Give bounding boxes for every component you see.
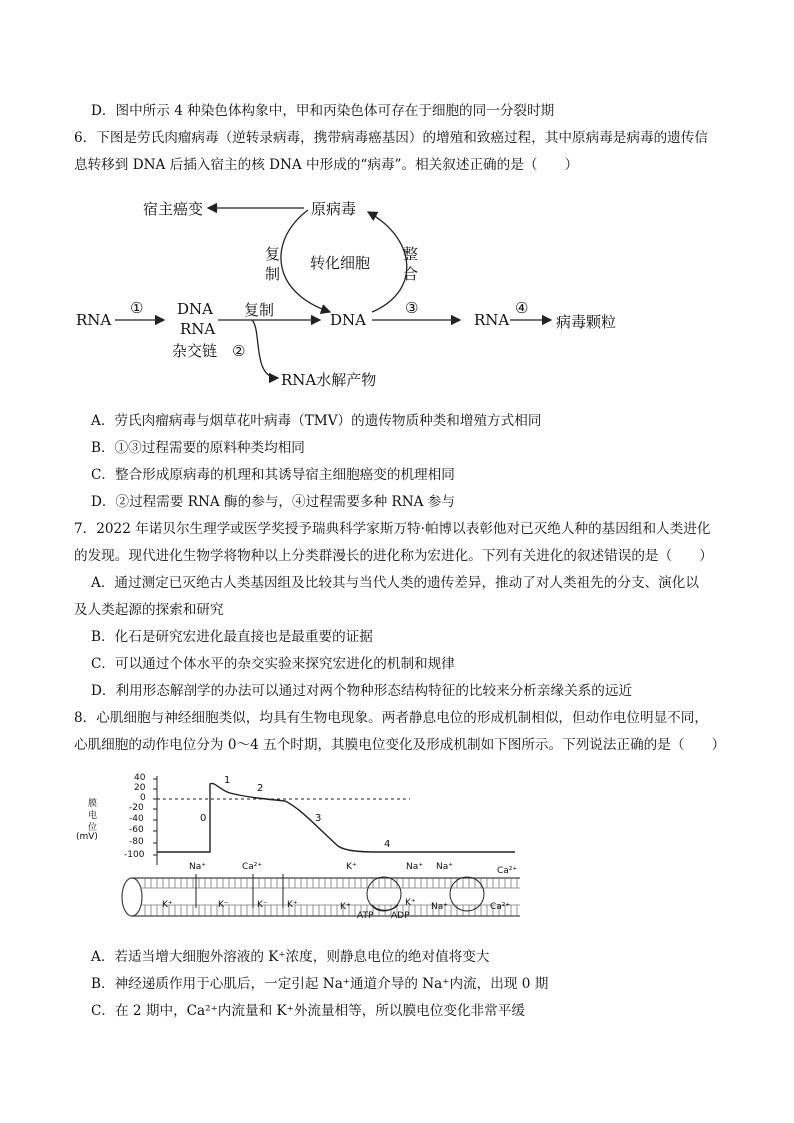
label-replicate-vertical-2: 制 xyxy=(265,265,281,283)
phase-1: 1 xyxy=(224,775,231,786)
ytick-0: 0 xyxy=(140,793,146,803)
ylabel-unit: (mV) xyxy=(76,832,98,842)
q6-option-b: B．①③过程需要的原料种类均相同 xyxy=(91,440,305,456)
label-virus-particle: 病毒颗粒 xyxy=(556,313,617,331)
label-host-cancer: 宿主癌变 xyxy=(143,200,204,218)
ytick-40: 40 xyxy=(134,773,146,783)
ion-top-na3: Na⁺ xyxy=(436,862,453,872)
label-step2: ② xyxy=(232,342,246,360)
ion-bottom-1: K⁺ xyxy=(162,900,173,910)
label-replicate-vertical-1: 复 xyxy=(265,245,281,263)
ion-top-k: K⁺ xyxy=(346,862,357,872)
potential-trace xyxy=(157,783,515,852)
label-replicate-horizontal: 复制 xyxy=(244,301,275,319)
ion-bottom-5: K⁺ xyxy=(340,902,351,912)
label-hybrid-strand: 杂交链 xyxy=(172,342,218,360)
q7-stem-line1: 7．2022 年诺贝尔生理学或医学奖授予瑞典科学家斯万特·帕博以表彰他对已灭绝人种的基因组和人类进化 xyxy=(74,521,711,537)
channel-arrows xyxy=(196,874,283,908)
ion-bottom-4: K⁺ xyxy=(287,900,298,910)
phase-2: 2 xyxy=(257,783,264,794)
q7-option-c: C．可以通过个体水平的杂交实验来探究宏进化的机制和规律 xyxy=(91,656,455,672)
prev-option-d: D．图中所示 4 种染色体构象中，甲和丙染色体可存在于细胞的同一分裂时期 xyxy=(91,103,555,119)
phase-0: 0 xyxy=(200,813,207,824)
label-transformed-cell: 转化细胞 xyxy=(310,254,371,272)
label-adp: ADP xyxy=(391,911,410,921)
ion-bottom-3: K⁻ xyxy=(257,900,268,910)
ion-top-ca1: Ca²⁺ xyxy=(242,862,263,872)
ion-top-na2: Na⁺ xyxy=(406,862,423,872)
ylabel-3: 位 xyxy=(88,823,98,833)
phase-4: 4 xyxy=(384,839,391,850)
q7-option-b: B．化石是研究宏进化最直接也是最重要的证据 xyxy=(91,629,373,645)
label-dna-left: DNA xyxy=(177,300,213,318)
label-rna-mid: RNA xyxy=(180,320,216,338)
ion-bottom-6: K⁺ xyxy=(405,898,416,908)
membrane xyxy=(122,878,520,916)
q6-stem-line2: 息转移到 DNA 后插入宿主的核 DNA 中形成的“病毒”。相关叙述正确的是（ ） xyxy=(74,157,579,173)
q7-option-a-line2: 及人类起源的探索和研究 xyxy=(74,602,224,618)
label-integrate-vertical-2: 合 xyxy=(403,265,419,283)
label-step4: ④ xyxy=(515,299,529,317)
ylabel-1: 膜 xyxy=(88,799,98,809)
ytick-neg60: -60 xyxy=(129,825,144,835)
label-rna-hydrolysis: RNA水解产物 xyxy=(281,371,377,389)
ion-bottom-7: Na⁺ xyxy=(431,902,448,912)
q7-stem-line2: 的发现。现代进化生物学将物种以上分类群漫长的进化称为宏进化。下列有关进化的叙述错误的是（ ） xyxy=(74,548,713,564)
y-axis-ticks xyxy=(153,779,157,855)
q8-option-c: C．在 2 期中，Ca²⁺内流量和 K⁺外流量相等，所以膜电位变化非常平缓 xyxy=(91,1003,525,1019)
q7-option-a-line1: A．通过测定已灭绝古人类基因组及比较其与当代人类的遗传差异，推动了对人类祖先的分支、演化以 xyxy=(91,575,699,591)
label-atp: ATP xyxy=(357,911,374,921)
label-integrate-vertical-1: 整 xyxy=(403,245,419,263)
ytick-20: 20 xyxy=(134,783,146,793)
ytick-neg80: -80 xyxy=(129,837,144,847)
ion-top-na1: Na⁺ xyxy=(189,862,206,872)
ytick-neg40: -40 xyxy=(129,814,144,824)
label-provirus: 原病毒 xyxy=(311,200,357,218)
q6-option-a: A．劳氏肉瘤病毒与烟草花叶病毒（TMV）的遗传物质种类和增殖方式相同 xyxy=(91,413,542,429)
ylabel-2: 电 xyxy=(88,811,98,821)
ytick-neg100: -100 xyxy=(124,850,145,860)
ytick-neg20: -20 xyxy=(129,803,144,813)
q7-option-d: D．利用形态解剖学的办法可以通过对两个物种形态结构特征的比较来分析亲缘关系的远近 xyxy=(91,683,633,699)
q6-option-c: C．整合形成原病毒的机理和其诱导宿主细胞癌变的机理相同 xyxy=(91,467,455,483)
q8-option-b: B．神经递质作用于心肌后，一定引起 Na⁺通道介导的 Na⁺内流，出现 0 期 xyxy=(91,976,549,992)
label-dna-center: DNA xyxy=(330,311,366,329)
exchanger xyxy=(450,877,484,911)
q6-stem-line1: 6．下图是劳氏肉瘤病毒（逆转录病毒，携带病毒癌基因）的增殖和致癌过程，其中原病毒是病毒的遗传信 xyxy=(74,130,708,146)
label-rna-left: RNA xyxy=(76,311,112,329)
q8-stem-line1: 8．心肌细胞与神经细胞类似，均具有生物电现象。两者静息电位的形成机制相似，但动作电位明显不同， xyxy=(74,710,708,726)
pump-atpase xyxy=(367,877,401,911)
phase-3: 3 xyxy=(315,813,322,824)
q6-option-d: D．②过程需要 RNA 酶的参与，④过程需要多种 RNA 参与 xyxy=(91,494,455,510)
ion-bottom-8: Ca²⁺ xyxy=(490,902,511,912)
label-rna-right: RNA xyxy=(474,311,510,329)
q8-option-a: A．若适当增大细胞外溶液的 K⁺浓度，则静息电位的绝对值将变大 xyxy=(91,949,490,965)
label-step1: ① xyxy=(130,299,144,317)
ion-bottom-2: K⁻ xyxy=(218,900,229,910)
ion-top-ca2: Ca²⁺ xyxy=(497,866,518,876)
label-step3: ③ xyxy=(405,299,419,317)
q8-stem-line2: 心肌细胞的动作电位分为 0～4 五个时期，其膜电位变化及形成机制如下图所示。下列说法正确的是（ ） xyxy=(74,737,726,753)
